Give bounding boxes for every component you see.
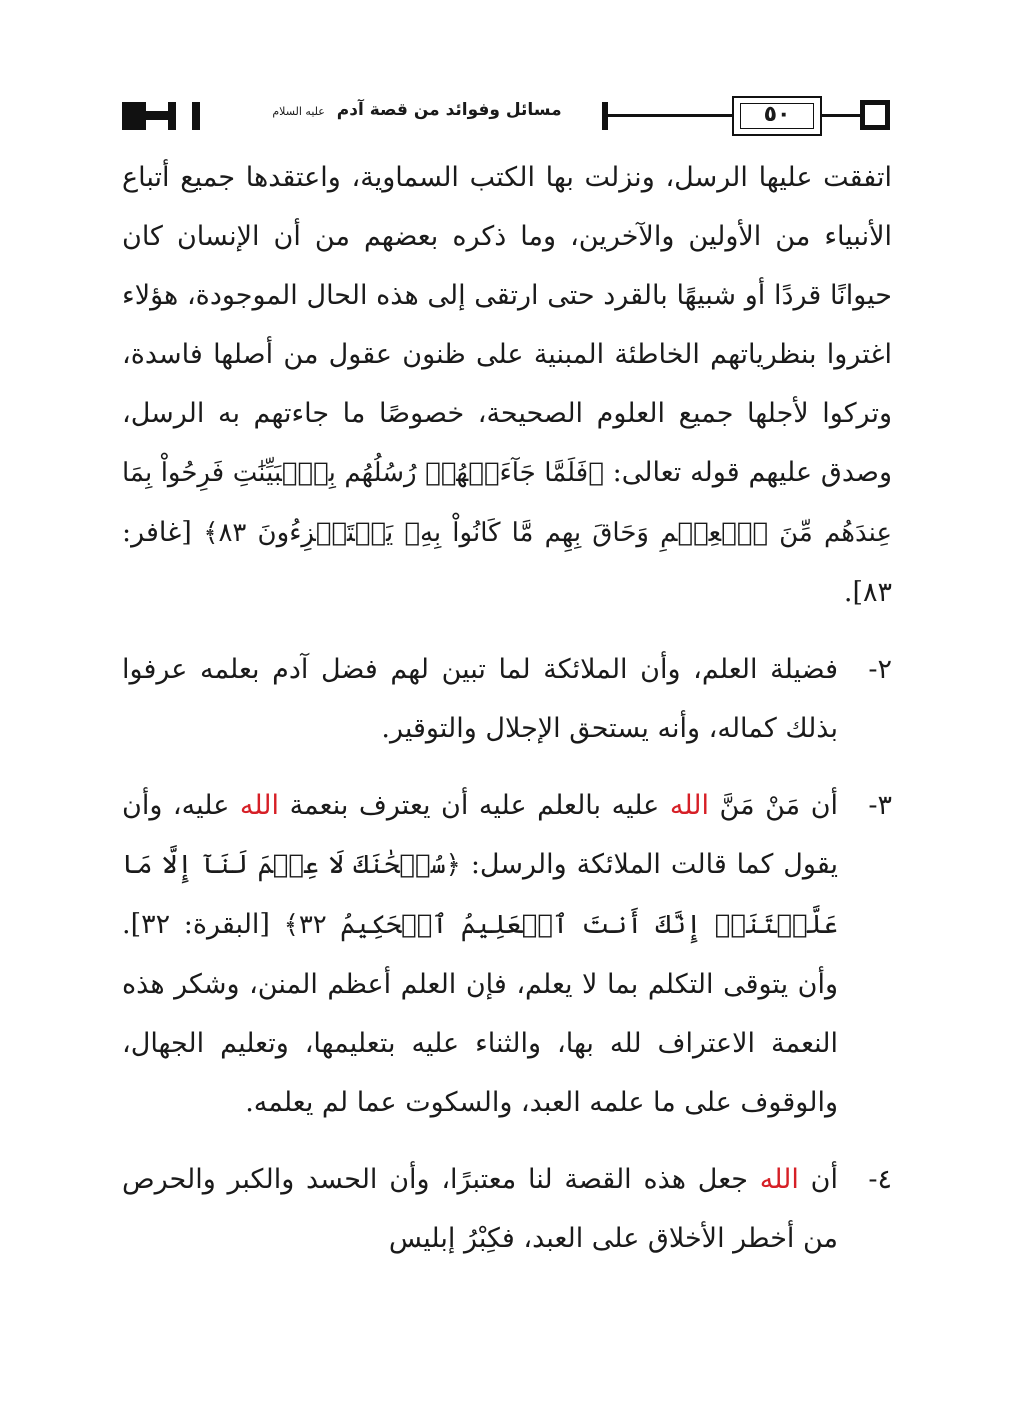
item-text: عليه بالعلم عليه أن يعترف بنعمة — [279, 790, 670, 821]
list-item-4 — [122, 1150, 892, 1268]
item-text: أن مَنْ مَنَّ — [709, 790, 839, 821]
header-ornament-left — [122, 102, 146, 130]
honorific-mark: عليه السلام — [272, 105, 325, 118]
intro-text: اتفقت عليها الرسل، ونزلت بها الكتب السماوية، واعتقدها جميع أتباع الأنبياء من الأولين والآخرين، وما ذكره بعضهم من أن الإنسان كان حيوانًا قردًا أو شبيهًا بالقرد حتى ارتقى إلى هذه الحال الموجودة، هؤلاء اغتروا بنظرياتهم الخاطئة المبنية على ظنون عقول من أصلها فاسدة، وتركوا لأجلها جميع العلوم الصحيحة، خصوصًا ما جاءتهم به الرسل، وصدق عليهم قوله تعالى: — [122, 162, 892, 488]
page-body — [122, 148, 892, 1268]
header-ornament-mid-bar — [192, 102, 200, 130]
header-corner-box — [860, 100, 890, 130]
item-number: ٤- — [868, 1164, 892, 1195]
header-rule-middle — [608, 114, 732, 117]
item-text: فضيلة العلم، وأن الملائكة لما تبين لهم فضل آدم بعلمه عرفوا بذلك كماله، وأنه يستحق الإجلال والتوقير. — [122, 654, 838, 744]
book-title-text: مسائل وفوائد من قصة آدم — [336, 100, 562, 120]
list-item-3 — [122, 776, 892, 1132]
quran-verse-baqarah: ﴿سُبۡحَٰنَكَ لَا عِلۡمَ لَنَآ إِلَّا مَا عَلَّمۡتَنَآۖ إِنَّكَ أَنتَ ٱلۡعَلِيمُ ٱلۡحَكِيمُ ٣٢﴾ — [122, 850, 838, 940]
divine-name: الله — [669, 790, 709, 821]
header-rule-right — [822, 114, 862, 117]
intro-paragraph — [122, 148, 892, 622]
quran-verse-ghafir: ﴿فَلَمَّا جَآءَتۡهُمۡ رُسُلُهُم بِٱلۡبَيِّنَٰتِ فَرِحُواْ بِمَا عِندَهُم مِّنَ ٱلۡعِلۡمِ وَحَاقَ بِهِم مَّا كَانُواْ بِهِۦ يَسۡتَهۡزِءُونَ ٨٣﴾ — [122, 458, 892, 548]
divine-name: الله — [239, 790, 280, 821]
divine-name: الله — [759, 1164, 799, 1195]
page-header — [122, 96, 890, 136]
item-number: ٣- — [868, 790, 892, 821]
header-rule-left-thick — [146, 111, 168, 120]
verse-reference: [غافر: ٨٣]. — [122, 517, 892, 608]
page-number: ٥٠ — [763, 102, 791, 127]
item-text: عليه، وأن يقول كما قالت الملائكة والرسل: — [122, 790, 838, 880]
page-number-frame — [732, 96, 822, 136]
item-text: جعل هذه القصة لنا معتبرًا، وأن الحسد والكبر والحرص من أخطر الأخلاق على العبد، فكِبْرُ إبليس — [122, 1164, 838, 1254]
running-title — [242, 100, 592, 120]
header-ornament-left-bar — [168, 102, 176, 130]
item-text: أن — [798, 1164, 838, 1195]
item-number: ٢- — [868, 654, 892, 685]
list-item-2 — [122, 640, 892, 758]
item-text: [البقرة: ٣٢]. وأن يتوقى التكلم بما لا يعلم، فإن العلم أعظم المنن، وشكر هذه النعمة الاعتراف لله بها، والثناء عليه بتعليمها، وتعليم الجهال، والوقوف على ما علمه العبد، والسكوت عما لم يعلمه. — [122, 909, 838, 1118]
